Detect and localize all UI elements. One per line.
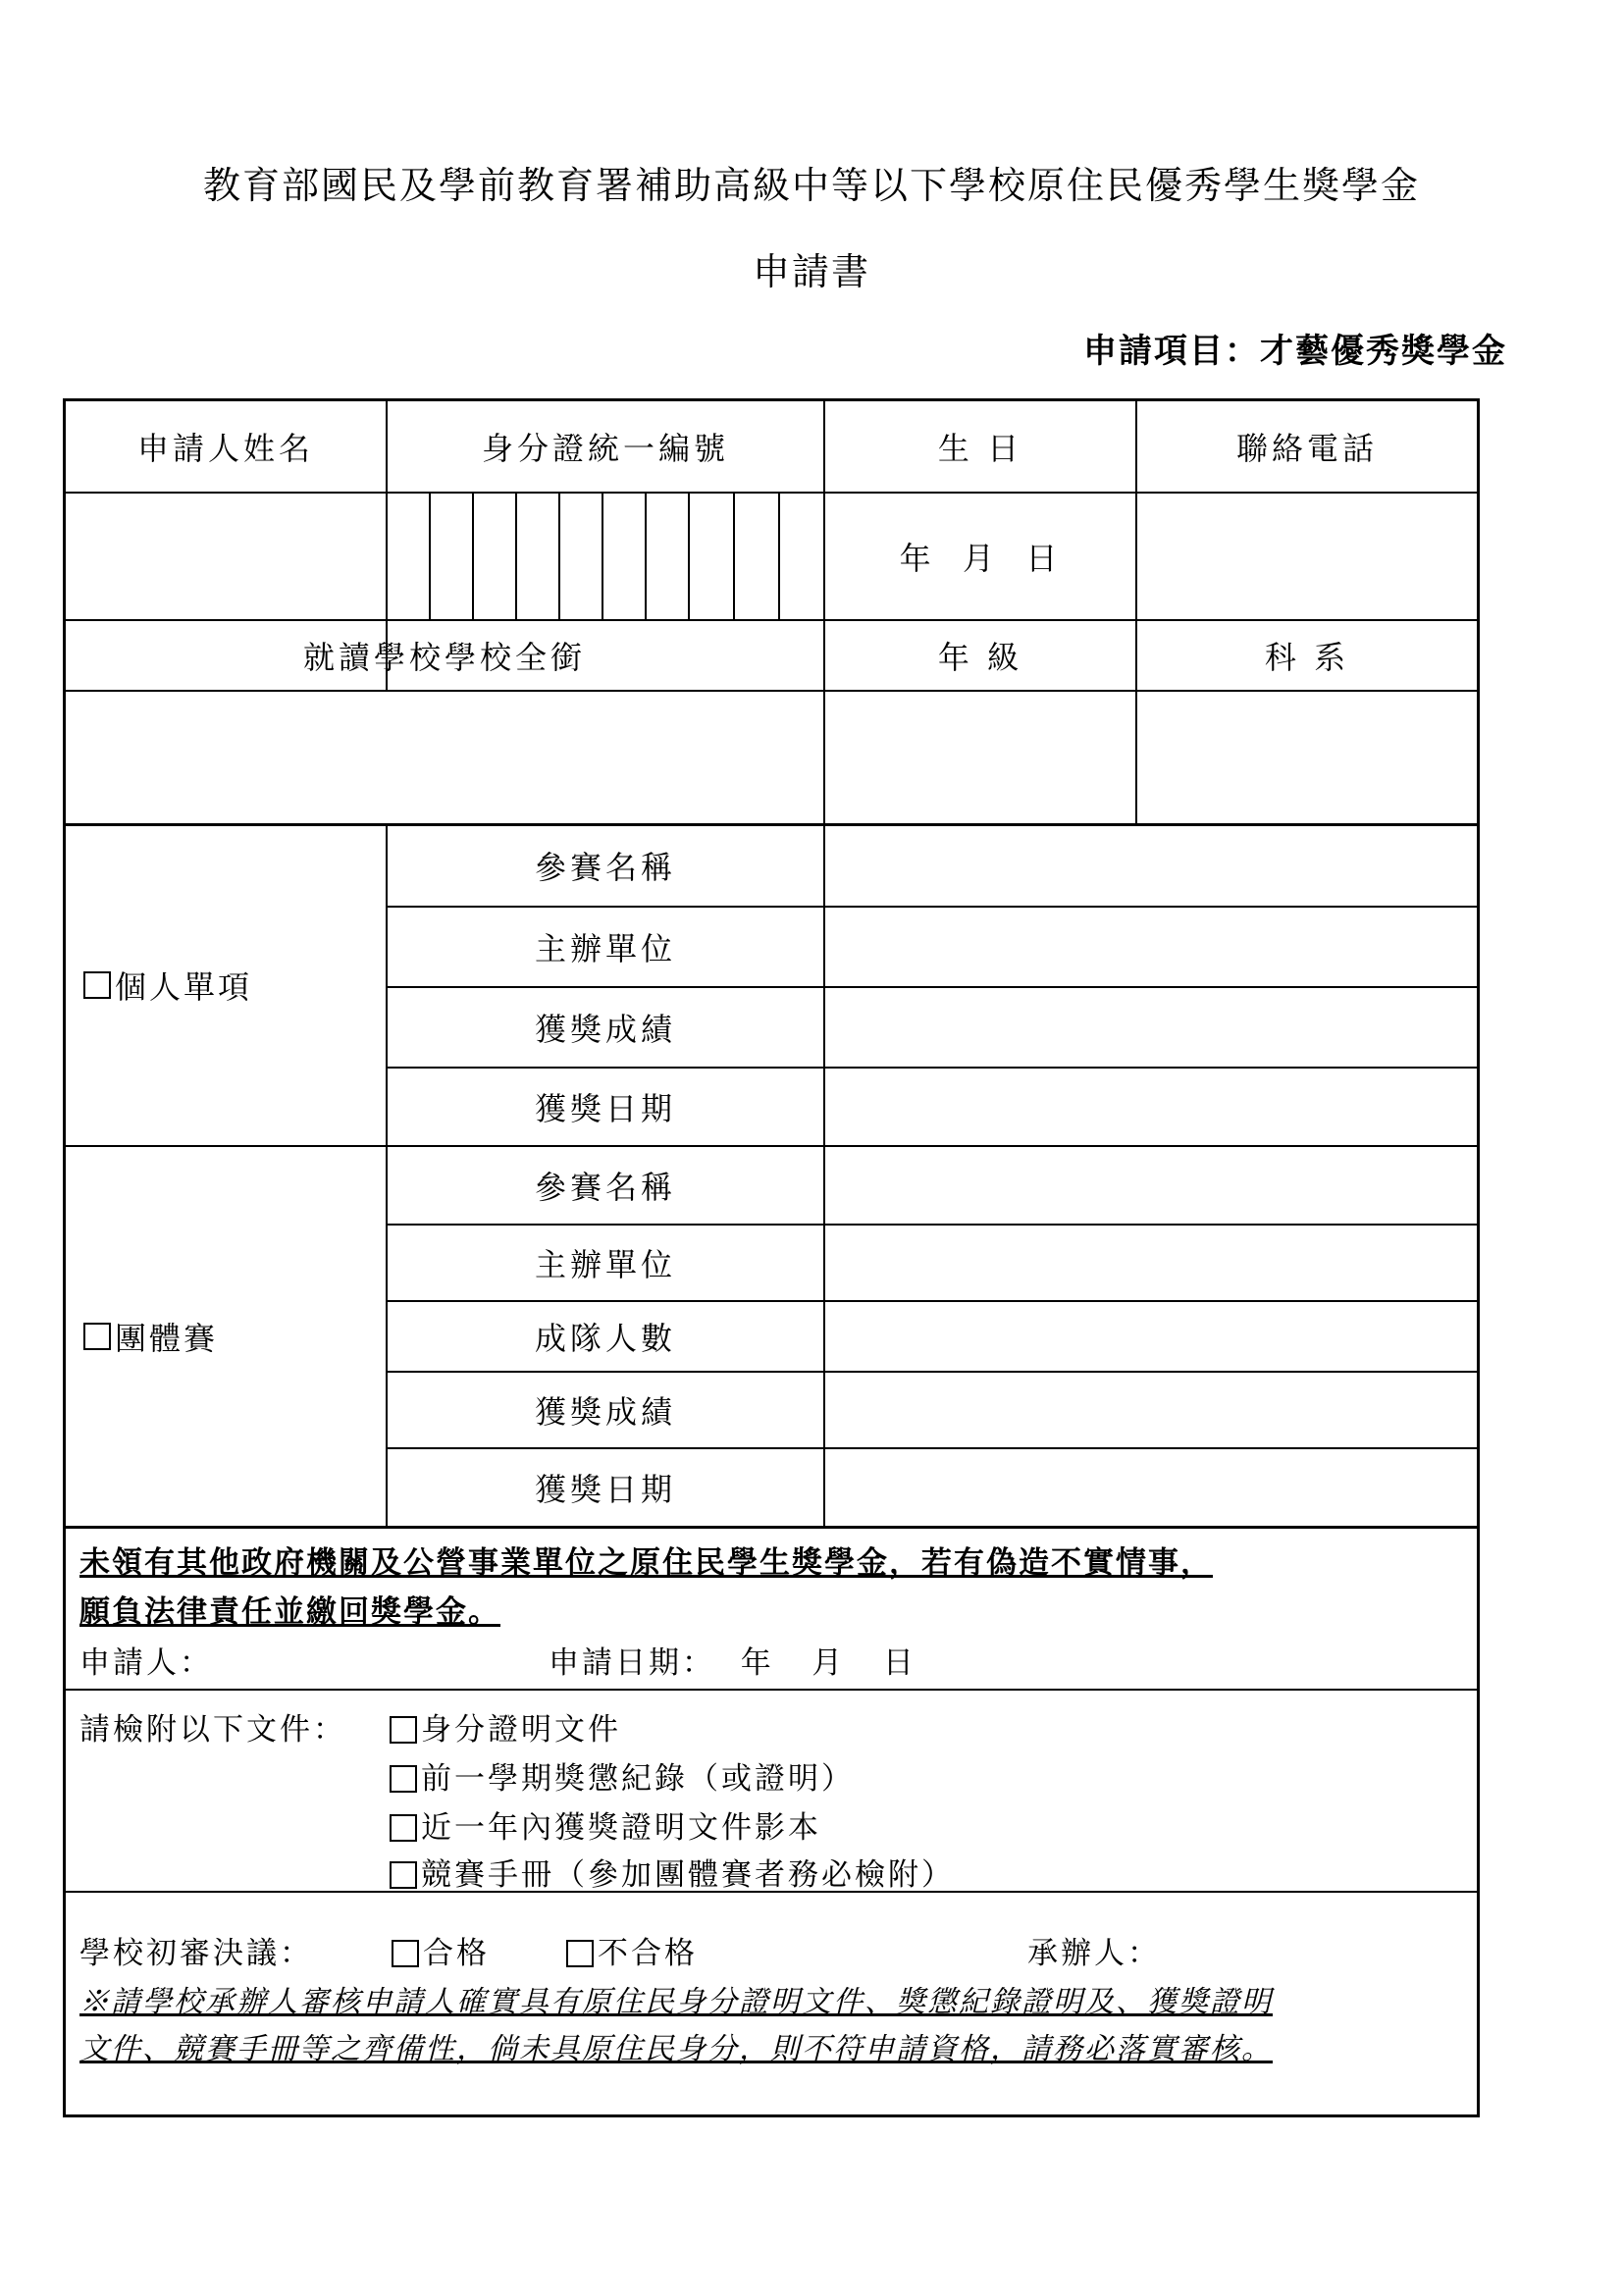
team-value-field[interactable]: [825, 1147, 1477, 1224]
attachment-item[interactable]: 競賽手冊（參加團體賽者務必檢附）: [390, 1850, 955, 1894]
team-row-label: 主辦單位: [534, 1246, 676, 1283]
header-grade: 年 級: [937, 639, 1023, 676]
school-name-field[interactable]: [66, 692, 823, 823]
attachment-checkbox[interactable]: [390, 1861, 417, 1889]
handler-label: 承辦人：: [1027, 1936, 1161, 1971]
team-value-field[interactable]: [825, 1302, 1477, 1371]
form-title: 教育部國民及學前教育署補助高級中等以下學校原住民優秀學生獎學金: [202, 164, 1420, 207]
team-label: 團體賽: [115, 1320, 219, 1357]
header-birthday: 生 日: [937, 430, 1023, 467]
header-phone: 聯絡電話: [1235, 430, 1378, 467]
individual-option[interactable]: [83, 825, 384, 1145]
team-row-label: 獲獎日期: [534, 1471, 676, 1508]
birthday-field[interactable]: 年 月 日: [899, 540, 1062, 577]
header-applicant-name: 申請人姓名: [136, 430, 314, 467]
team-value-field[interactable]: [825, 1226, 1477, 1300]
applicant-signature-label: 申請人：: [79, 1645, 213, 1681]
individual-checkbox[interactable]: [83, 971, 111, 999]
individual-value-field[interactable]: [825, 908, 1477, 986]
individual-row-label: 主辦單位: [534, 930, 676, 967]
individual-label: 個人單項: [115, 968, 253, 1006]
team-value-field[interactable]: [825, 1449, 1477, 1526]
grade-field[interactable]: [825, 692, 1135, 823]
attachments-label: 請檢附以下文件：: [79, 1712, 346, 1748]
attachment-item[interactable]: 近一年內獲獎證明文件影本: [390, 1802, 821, 1847]
form-table: [63, 398, 1480, 2117]
team-row-label: 成隊人數: [534, 1320, 676, 1357]
individual-value-field[interactable]: [825, 1069, 1477, 1145]
review-note-line-2: 文件、競賽手冊等之齊備性，倘未具原住民身分，則不符申請資格，請務必落實審核。: [79, 2032, 1273, 2066]
apply-date: 申請日期： 年 月 日: [549, 1645, 916, 1681]
pass-checkbox[interactable]: [392, 1940, 419, 1967]
review-pass-option[interactable]: 合格: [392, 1928, 490, 1972]
review-fail-option[interactable]: 不合格: [566, 1928, 698, 1972]
individual-row-label: 獲獎日期: [534, 1090, 676, 1127]
team-row-label: 獲獎成績: [534, 1393, 676, 1431]
review-note-line-1: ※請學校承辦人審核申請人確實具有原住民身分證明文件、獎懲紀錄證明及、獲獎證明: [79, 1985, 1273, 2019]
individual-row-label: 參賽名稱: [534, 849, 676, 886]
application-item: 申請項目：才藝優秀獎學金: [1083, 332, 1507, 371]
header-school-name: 就讀學校學校全銜: [302, 639, 586, 676]
team-option[interactable]: [83, 1147, 384, 1526]
department-field[interactable]: [1137, 692, 1477, 823]
team-value-field[interactable]: [825, 1373, 1477, 1447]
header-id-number: 身分證統一編號: [481, 430, 729, 467]
individual-row-label: 獲獎成績: [534, 1011, 676, 1048]
attachment-checkbox[interactable]: [390, 1814, 417, 1842]
attachment-item[interactable]: 前一學期獎懲紀錄（或證明）: [390, 1753, 855, 1798]
phone-field[interactable]: [1137, 494, 1477, 619]
team-checkbox[interactable]: [83, 1323, 111, 1350]
declaration-line-1: 未領有其他政府機關及公營事業單位之原住民學生獎學金，若有偽造不實情事，: [79, 1545, 1213, 1581]
declaration-line-2: 願負法律責任並繳回獎學金。: [79, 1594, 500, 1630]
attachment-checkbox[interactable]: [390, 1716, 417, 1744]
header-department: 科 系: [1264, 639, 1350, 676]
form-subtitle: 申請書: [752, 250, 870, 293]
team-row-label: 參賽名稱: [534, 1169, 676, 1206]
review-label: 學校初審決議：: [79, 1936, 313, 1971]
individual-value-field[interactable]: [825, 988, 1477, 1067]
attachment-item[interactable]: 身分證明文件: [390, 1704, 621, 1748]
applicant-name-field[interactable]: [66, 494, 386, 619]
fail-checkbox[interactable]: [566, 1940, 594, 1967]
individual-value-field[interactable]: [825, 825, 1477, 906]
attachment-checkbox[interactable]: [390, 1765, 417, 1793]
